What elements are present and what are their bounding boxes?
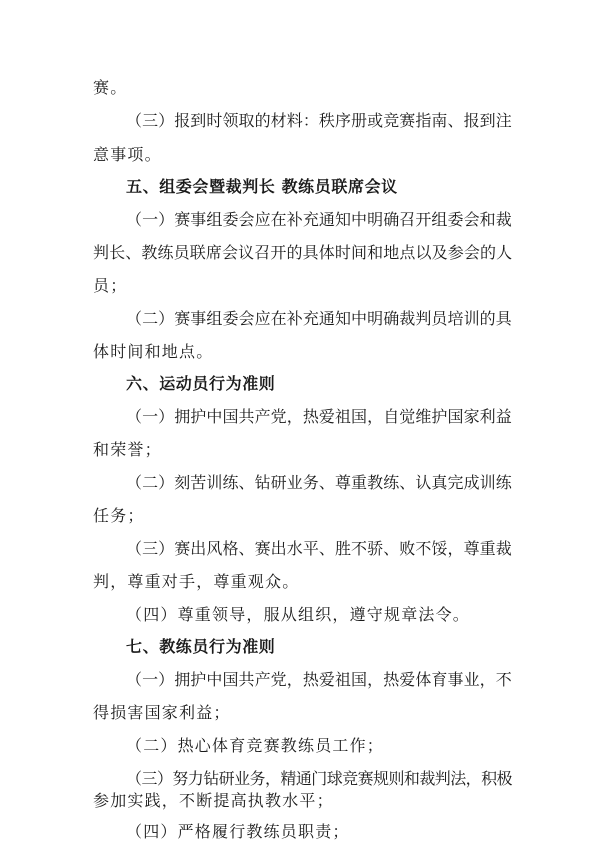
section-heading: 五、组委会暨裁判长 教练员联席会议 <box>126 177 398 196</box>
paragraph-line: （一）拥护中国共产党，热爱祖国，热爱体育事业，不 <box>126 670 512 689</box>
paragraph-line: （三）报到时领取的材料：秩序册或竞赛指南、报到注 <box>126 111 512 130</box>
paragraph-line: 员； <box>93 276 128 295</box>
paragraph-line: 得损害国家利益； <box>93 703 231 722</box>
paragraph-line: 体时间和地点。 <box>93 342 214 361</box>
paragraph-line: （二）热心体育竞赛教练员工作； <box>126 736 385 755</box>
paragraph-line: （一）拥护中国共产党，热爱祖国，自觉维护国家利益 <box>126 407 512 426</box>
paragraph-line: 意事项。 <box>93 145 162 164</box>
paragraph-line: （三）努力钻研业务，精通门球竞赛规则和裁判法，积极 <box>126 769 513 788</box>
paragraph-line: （一）赛事组委会应在补充通知中明确召开组委会和裁 <box>126 210 512 229</box>
paragraph-line: （二）刻苦训练、钻研业务、尊重教练、认真完成训练 <box>126 473 512 492</box>
paragraph-line: 赛。 <box>93 78 128 97</box>
paragraph-line: 判，尊重对手，尊重观众。 <box>93 572 300 591</box>
paragraph-line: 任务； <box>93 506 145 525</box>
paragraph-line: 参加实践，不断提高执教水平； <box>93 791 334 810</box>
paragraph-line: （四）严格履行教练员职责； <box>126 822 350 841</box>
paragraph-line: 和荣誉； <box>93 440 162 459</box>
paragraph-line: 判长、教练员联席会议召开的具体时间和地点以及参会的人 <box>93 243 513 262</box>
paragraph-line: （四）尊重领导，服从组织，遵守规章法令。 <box>126 605 471 624</box>
section-heading: 七、教练员行为准则 <box>126 637 276 656</box>
paragraph-line: （三）赛出风格、赛出水平、胜不骄、败不馁，尊重裁 <box>126 539 512 558</box>
paragraph-line: （二）赛事组委会应在补充通知中明确裁判员培训的具 <box>126 309 512 328</box>
section-heading: 六、运动员行为准则 <box>126 374 276 393</box>
